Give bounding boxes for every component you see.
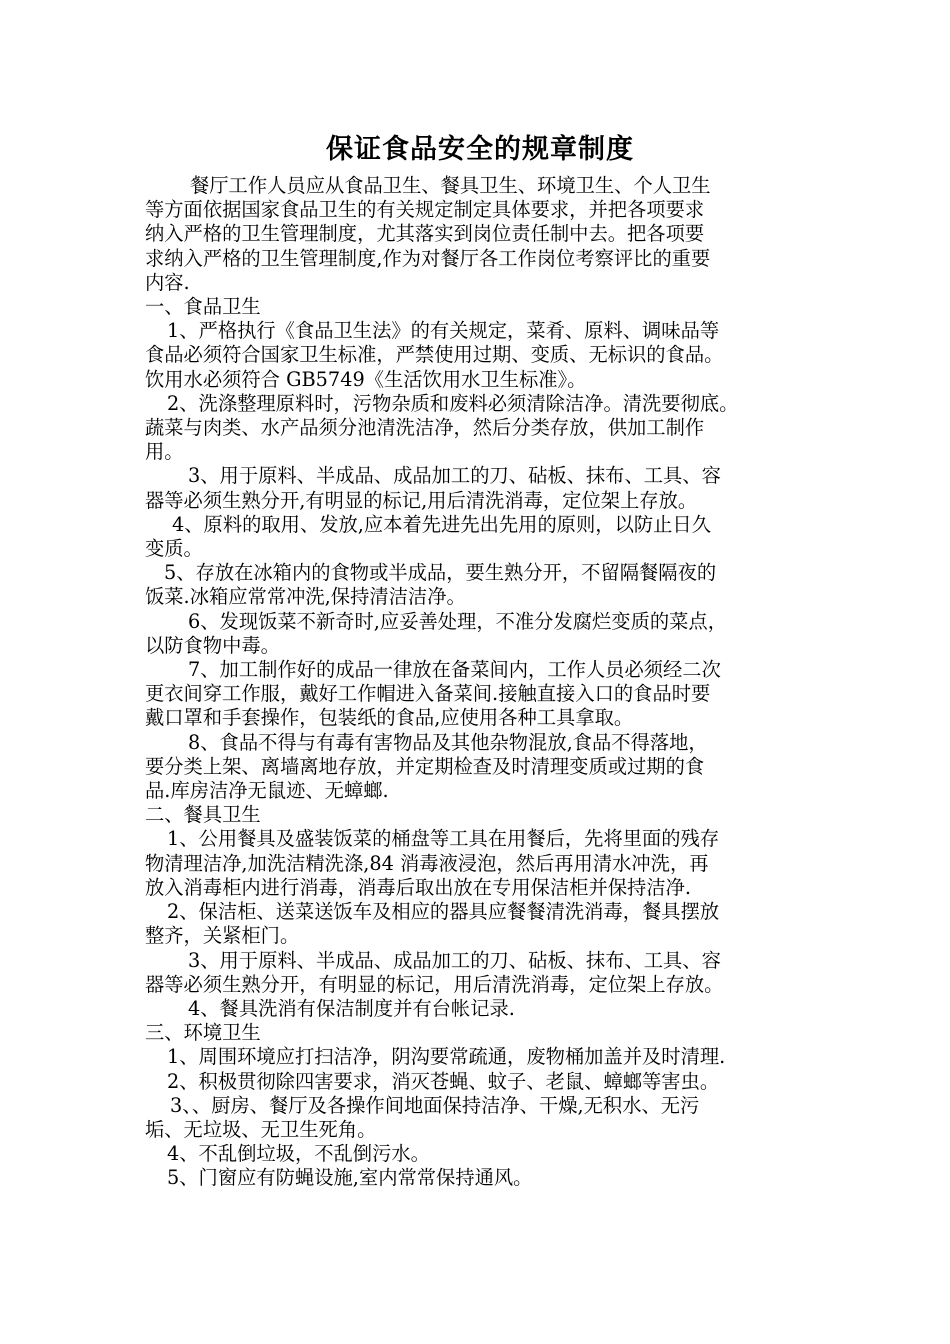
text-line: 变质。 <box>145 537 203 561</box>
text-line: 4、原料的取用、发放,应本着先进先出先用的原则，以防止日久 <box>172 512 711 536</box>
text-line: 1、周围环境应打扫洁净，阴沟要常疏通，废物桶加盖并及时清理. <box>167 1045 726 1069</box>
text-line: 5、存放在冰箱内的食物或半成品，要生熟分开，不留隔餐隔夜的 <box>164 561 717 585</box>
text-line: 物清理洁净,加洗洁精洗涤,84 消毒液浸泡，然后再用清水冲洗，再 <box>145 851 709 875</box>
text-line: 食品必须符合国家卫生标准，严禁使用过期、变质、无标识的食品。 <box>145 343 724 367</box>
text-line: 要分类上架、离墙离地存放，并定期检查及时清理变质或过期的食 <box>145 754 705 778</box>
text-line: 7、加工制作好的成品一律放在备菜间内，工作人员必须经二次 <box>188 658 721 682</box>
text-line: 4、餐具洗消有保洁制度并有台帐记录. <box>188 996 515 1020</box>
text-line: 放入消毒柜内进行消毒，消毒后取出放在专用保洁柜并保持洁净. <box>145 875 692 899</box>
text-line: 三、环境卫生 <box>145 1021 261 1045</box>
text-line: 饮用水必须符合 GB5749《生活饮用水卫生标准》。 <box>145 367 587 391</box>
text-line: 求纳入严格的卫生管理制度,作为对餐厅各工作岗位考察评比的重要 <box>145 246 711 270</box>
document-page <box>145 132 815 1191</box>
text-line: 3、用于原料、半成品、成品加工的刀、砧板、抹布、工具、容 <box>188 464 721 488</box>
text-line: 品.库房洁净无鼠迹、无蟑螂. <box>145 779 389 803</box>
text-line: 1、严格执行《食品卫生法》的有关规定，菜肴、原料、调味品等 <box>167 319 720 343</box>
text-line: 器等必须生熟分开，有明显的标记，用后清洗消毒，定位架上存放。 <box>145 972 724 996</box>
text-line: 5、门窗应有防蝇设施,室内常常保持通风。 <box>167 1166 533 1190</box>
text-line: 以防食物中毒。 <box>145 633 280 657</box>
document-body <box>145 174 815 1191</box>
text-line: 内容. <box>145 270 190 294</box>
text-line: 用。 <box>145 440 184 464</box>
text-line: 纳入严格的卫生管理制度，尤其落实到岗位责任制中去。把各项要 <box>145 222 705 246</box>
text-line: 饭菜.冰箱应常常冲洗,保持清洁洁净。 <box>145 585 466 609</box>
text-line: 1、公用餐具及盛装饭菜的桶盘等工具在用餐后，先将里面的残存 <box>167 827 720 851</box>
text-line: 戴口罩和手套操作，包装纸的食品,应使用各种工具拿取。 <box>145 706 634 730</box>
text-line: 蔬菜与肉类、水产品须分池清洗洁净，然后分类存放，供加工制作 <box>145 416 705 440</box>
text-line: 器等必须生熟分开,有明显的标记,用后清洗消毒，定位架上存放。 <box>145 488 698 512</box>
document-title: 保证食品安全的规章制度 <box>326 134 634 165</box>
text-line: 6、发现饭菜不新奇时,应妥善处理，不准分发腐烂变质的菜点， <box>188 609 727 633</box>
text-line: 4、不乱倒垃圾，不乱倒污水。 <box>167 1142 430 1166</box>
text-line: 一、食品卫生 <box>145 295 261 319</box>
text-line: 2、保洁柜、送菜送饭车及相应的器具应餐餐清洗消毒，餐具摆放 <box>167 900 720 924</box>
text-line: 餐厅工作人员应从食品卫生、餐具卫生、环境卫生、个人卫生 <box>190 174 711 197</box>
text-line: 垢、无垃圾、无卫生死角。 <box>145 1117 377 1141</box>
text-line: 8、食品不得与有毒有害物品及其他杂物混放,食品不得落地， <box>188 730 708 754</box>
text-line: 二、餐具卫生 <box>145 803 261 827</box>
text-line: 2、洗涤整理原料时，污物杂质和废料必须清除洁净。清洗要彻底。 <box>167 391 739 415</box>
text-line: 3、用于原料、半成品、成品加工的刀、砧板、抹布、工具、容 <box>188 948 721 972</box>
text-line: 2、积极贯彻除四害要求，消灭苍蝇、蚊子、老鼠、蟑螂等害虫。 <box>167 1069 720 1093</box>
text-line: 整齐，关紧柜门。 <box>145 924 300 948</box>
text-line: 3、、厨房、餐厅及各操作间地面保持洁净、干燥,无积水、无污 <box>170 1093 700 1117</box>
text-line: 等方面依据国家食品卫生的有关规定制定具体要求，并把各项要求 <box>145 198 705 222</box>
text-line: 更衣间穿工作服，戴好工作帽进入备菜间.接触直接入口的食品时要 <box>145 682 711 706</box>
